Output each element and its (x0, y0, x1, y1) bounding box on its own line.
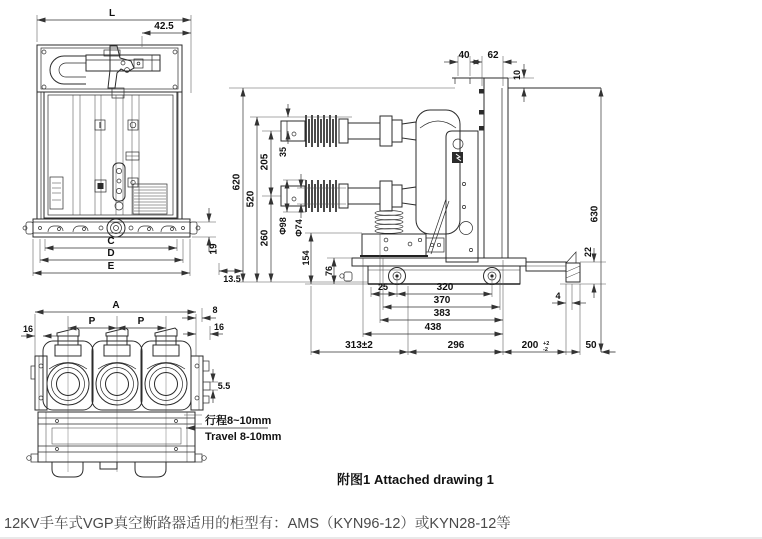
dim-label-620: 620 (231, 173, 243, 191)
dim-label-200: 200 (521, 340, 539, 351)
dim-label-E: E (107, 261, 115, 272)
dim-label-L: L (108, 8, 116, 19)
dim-label-P-right: P (137, 316, 145, 327)
dim-label-19: 19 (208, 243, 220, 255)
warning-label-icon (452, 152, 463, 163)
handle-loop (50, 56, 86, 84)
interlock-arm (526, 262, 566, 271)
dim-label-25: 25 (377, 282, 389, 292)
dim-label-16-right: 16 (213, 322, 225, 332)
footer-text: 12KV手车式VGP真空断路器适用的柜型有：AMS（KYN96-12）或KYN28-12等 (4, 516, 511, 532)
dim-label-370: 370 (433, 295, 451, 306)
dim-label-520: 520 (245, 190, 257, 208)
bottom-view-body (27, 328, 210, 477)
open-indicator-icon (128, 120, 138, 130)
dim-label-313-2: 313±2 (345, 340, 373, 351)
dim-label-630: 630 (589, 205, 601, 223)
travel-label-en: Travel 8-10mm (205, 431, 282, 443)
dim-label-D: D (107, 248, 115, 259)
dim-label-76: 76 (324, 265, 334, 277)
dim-label-438: 438 (424, 322, 442, 333)
dim-label-phi74: Φ74 (294, 219, 304, 237)
bottom-view-dimensions (21, 300, 282, 443)
dim-label-phi98: Φ98 (278, 217, 288, 235)
front-view-body (23, 45, 200, 237)
spring-clips (48, 226, 176, 232)
dim-label-62: 62 (487, 50, 499, 61)
bottom-view (21, 300, 282, 477)
dim-label-P-left: P (88, 316, 96, 327)
pole-column (416, 110, 460, 234)
dim-label-154: 154 (301, 250, 311, 266)
dim-label-35: 35 (278, 146, 288, 158)
chassis (27, 412, 207, 477)
front-view-dimensions (33, 8, 243, 284)
dim-label-16-left: 16 (22, 324, 34, 334)
side-view-dimensions (229, 50, 616, 355)
dim-label-40: 40 (458, 50, 470, 61)
dim-label-260: 260 (259, 229, 271, 247)
figure-caption-en: Attached drawing 1 (374, 472, 494, 487)
dim-label-22: 22 (583, 246, 593, 258)
travel-label-zh: 行程8~10mm (205, 415, 272, 427)
dim-label-42-5: 42.5 (154, 21, 174, 32)
frame-plate (428, 78, 601, 262)
dim-label-13-5: 13.5 (223, 274, 241, 284)
side-view-body (281, 78, 601, 285)
dim-label-10: 10 (512, 69, 522, 81)
dim-label-8: 8 (212, 305, 218, 315)
dim-label-5-5: 5.5 (217, 381, 231, 391)
front-view (23, 8, 243, 284)
dim-label-C: C (107, 236, 115, 247)
figure-caption-zh: 附图1 (337, 472, 371, 487)
support-insulator (375, 211, 403, 234)
interlock-hook (108, 46, 134, 88)
dim-label-4: 4 (555, 291, 561, 301)
dim-label-A: A (112, 300, 120, 311)
dim-label-320: 320 (436, 282, 454, 293)
dim-label-205: 205 (259, 153, 271, 171)
dim-label-50: 50 (585, 340, 597, 351)
energy-storage-icon (95, 180, 106, 192)
dim-label-383: 383 (433, 308, 451, 319)
side-view (229, 50, 616, 355)
dim-label-296: 296 (447, 340, 465, 351)
dim-label-200-tol-lower: -2 (543, 347, 548, 353)
upper-bushing (281, 115, 416, 147)
close-indicator-icon (95, 120, 105, 130)
travel-annotation (184, 413, 282, 443)
dim-label-200-tol-upper: +2 (543, 341, 550, 347)
